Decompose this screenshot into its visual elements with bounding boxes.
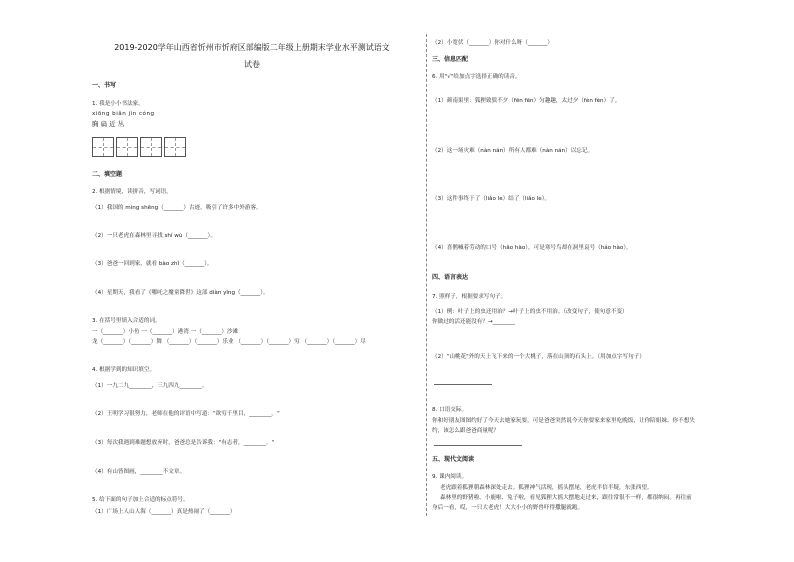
question-5-2: （2）小宽伏（_______）你对什么呀（_______） xyxy=(432,40,554,46)
question-6-2: （2）这一场灾难（nàn nán）所有人都难（nàn nán）以忘记。 xyxy=(432,148,594,154)
question-1: 1. 我是小小书法家。 xyxy=(92,101,144,107)
question-4: 4. 根据学到的知识填空。 xyxy=(92,367,156,373)
question-7-1-answer: 你做过的活还能没有？→________ xyxy=(432,319,515,325)
question-3: 3. 在括号里填入合适的词。 xyxy=(92,318,161,324)
writing-box[interactable] xyxy=(116,137,138,157)
question-1-pinyin: xiōng biǎn jìn cóng xyxy=(92,111,155,117)
question-2-2: （2）一只老虎在森林里寻找 shí wù（_______）。 xyxy=(92,233,216,239)
question-4-4: （4）有山皆图画，________不文章。 xyxy=(92,469,186,475)
question-2-1: （1）我国的 mìng shēng（_______）古迹，吸引了许多中外游客。 xyxy=(92,205,262,211)
question-6-3: （3）这件事终于了（liǎo le）结了（liǎo le）。 xyxy=(432,196,551,202)
question-2-3: （3）爸爸一回到家，就看 bào zhǐ（_______）。 xyxy=(92,261,213,267)
answer-line[interactable] xyxy=(434,384,492,385)
section-matching-heading: 三、信息匹配 xyxy=(432,56,469,63)
reading-paragraph-3: 身后一看，哎，一只大老虎！大大小小的野兽吓得撒腿就跑。 xyxy=(432,505,584,511)
question-5-1: （1）广场上人山人海（_______）真是热闹了（_______） xyxy=(92,509,236,515)
writing-box[interactable] xyxy=(140,137,162,157)
question-9: 9. 课内阅读。 xyxy=(432,474,468,480)
question-7-1: （1）例：叶子上的虫还用治？→叶子上的虫不用治。（改变句子，使句意不变） xyxy=(432,309,628,315)
reading-paragraph-1: 老虎跟着狐狸朝森林深处走去。狐狸神气活现，摇头摆尾，老虎半信半疑，东张西望。 xyxy=(440,485,653,491)
writing-box[interactable] xyxy=(92,137,114,157)
question-5: 5. 给下面的句子加上合适的标点符号。 xyxy=(92,497,189,503)
question-6-1: （1）颜南果里：狐狸致鬓不夕（fēn fēn）匀趣趣，太过夕（fèn fèn）了。 xyxy=(432,98,621,104)
question-2: 2. 根据情境，读拼音，写词语。 xyxy=(92,189,172,195)
section-expression-heading: 四、语言表达 xyxy=(432,274,469,281)
section-fill-heading: 二、填空题 xyxy=(92,171,123,178)
question-8-text-1: 你和好朋友图图约好了今天去她家玩耍，可是爸爸突然说今天你要家来家里吃晚饭，让你陪姐妹。你不想失 xyxy=(432,418,695,424)
column-divider xyxy=(426,34,427,516)
question-6-4: （4）喜鹊喊着劳动的口号（hǎo hào），可是寒号鸟却在洞里哀号（háo hào）。 xyxy=(432,245,632,251)
writing-grid[interactable] xyxy=(92,137,186,157)
question-8-text-2: 约，该怎么跟爸爸商量呢？ xyxy=(432,428,500,434)
document-title: 2019-2020学年山西省忻州市忻府区部编版二年级上册期末学业水平测试语文 xyxy=(114,43,390,52)
question-4-3: （3）每次我遇到难题想放弃时，爸爸总是告诉我："有志者，________。" xyxy=(92,440,275,446)
reading-paragraph-2: 森林里的野猪啦、小鹿啦、兔子啦，看见狐狸大摇大摆地走过来，跟往常很不一样，都很纳闷。再往前 xyxy=(440,495,692,501)
section-writing-heading: 一、书写 xyxy=(92,82,117,89)
question-4-1: （1）一九二九________，三九四九________。 xyxy=(92,383,208,389)
question-7-2: （2）"山桃花"外的天上飞下来的一个大桃子，落在山顶的石头上。（用加点字写句子） xyxy=(432,354,645,360)
writing-box[interactable] xyxy=(164,137,186,157)
question-3-row-2: 龙（_______）（_______）舞 （_______）（_______）乐业 （_______）（_______）穷 （_______）（_______）尽 xyxy=(92,339,366,345)
question-8: 8. 口语交际。 xyxy=(432,407,468,413)
answer-line[interactable] xyxy=(434,445,522,446)
document-title-line2: 试卷 xyxy=(244,60,260,69)
question-4-2: （2）王明学习很努力，老师在他的评语中写道："欲穷千里目，________。" xyxy=(92,411,280,417)
question-3-row-1: 一（_______）小鱼 一（_______）港湾 一（_______）沙滩 xyxy=(92,329,239,335)
section-reading-heading: 五、现代文阅读 xyxy=(432,456,475,463)
question-7: 7. 照样子，根据要求写句子。 xyxy=(432,294,507,300)
question-1-characters: 胸 扁 近 丛 xyxy=(92,120,125,128)
question-2-4: （4）星期天，我看了《哪吒之魔童降世》这部 diàn yǐng（_______）。 xyxy=(92,290,269,296)
question-6: 6. 用"√"给加点字选择正确的读音。 xyxy=(432,74,521,80)
